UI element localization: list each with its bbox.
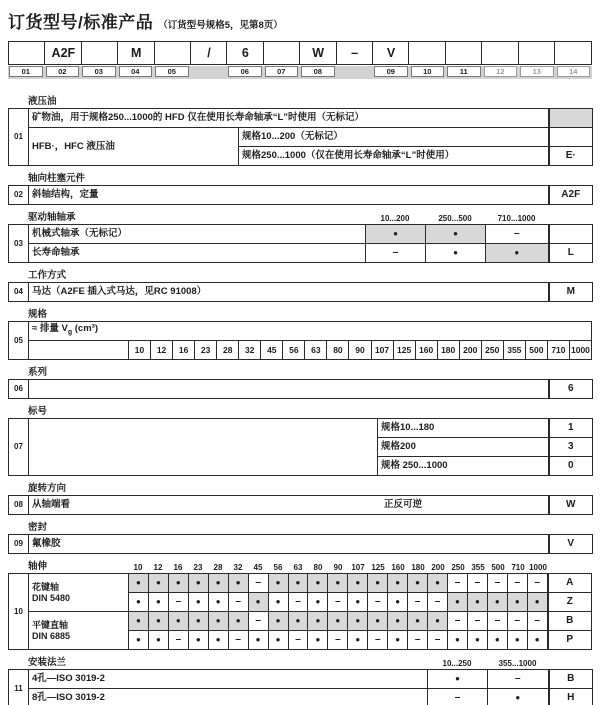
index-size-10-180: 规格10...180 — [378, 419, 549, 438]
col-header-250-500: 250...500 — [438, 214, 472, 223]
section-05-label: 规格 — [28, 309, 48, 320]
seal-row: 氟橡胶 — [29, 535, 549, 554]
shaft-code-P: P — [548, 631, 592, 650]
available-dot: ● — [308, 631, 328, 650]
available-dot: ● — [467, 593, 487, 612]
size-header-80: 80 — [313, 563, 323, 572]
section-03-drive-shaft-bearing — [8, 211, 592, 263]
position-number: 01 — [9, 66, 43, 77]
section-09-number: 09 — [9, 535, 29, 554]
size-header-12: 12 — [153, 563, 163, 572]
not-available-dash: – — [168, 593, 188, 612]
not-available-dash: – — [368, 593, 388, 612]
index-size-10-180-code: 1 — [549, 419, 593, 438]
available-dot: ● — [188, 574, 208, 593]
size-header-250: 250 — [451, 563, 465, 572]
section-04-number: 04 — [9, 283, 29, 302]
rotation-bidirectional: 正反可逆 — [384, 499, 423, 510]
shaft-code-Z: Z — [548, 593, 592, 612]
position-number: 02 — [46, 66, 80, 77]
col-header-355-1000: 355...1000 — [498, 659, 537, 668]
available-dot: ● — [148, 612, 168, 631]
available-dot: ● — [408, 574, 428, 593]
section-02-label: 轴向柱塞元件 — [28, 173, 86, 184]
available-dot: ● — [426, 225, 486, 244]
motor-row: 马达（A2FE 插入式马达，见RC 91008） — [29, 283, 549, 302]
available-dot: ● — [388, 593, 408, 612]
bent-axis-code: A2F — [549, 186, 593, 205]
section-11-column-headers — [427, 659, 548, 668]
code-cell-/: / — [190, 41, 228, 65]
size-710: 710 — [547, 341, 569, 360]
section-03-column-headers — [365, 214, 548, 223]
available-dot: ● — [428, 612, 448, 631]
section-10-label: 轴伸 — [28, 561, 48, 572]
section-09-table — [8, 534, 593, 554]
available-dot: ● — [188, 593, 208, 612]
not-available-dash: – — [168, 631, 188, 650]
size-header-180: 180 — [411, 563, 425, 572]
size-header-200: 200 — [431, 563, 445, 572]
available-dot: ● — [448, 631, 468, 650]
code-cell-M: M — [117, 41, 155, 65]
section-04-operation-mode — [8, 269, 592, 302]
not-available-dash: – — [328, 593, 348, 612]
position-slot-09 — [373, 66, 410, 79]
mineral-oil-code — [549, 109, 593, 128]
position-number: 09 — [374, 66, 408, 77]
bent-axis-row: 斜轴结构，定量 — [29, 186, 549, 205]
position-number: 13 — [520, 66, 554, 77]
size-23: 23 — [195, 341, 217, 360]
available-dot: ● — [268, 593, 288, 612]
available-dot: ● — [428, 574, 448, 593]
available-dot: ● — [426, 244, 486, 263]
size-12: 12 — [151, 341, 173, 360]
section-01-number: 01 — [9, 109, 29, 166]
code-cell-empty — [263, 41, 301, 65]
section-09-label: 密封 — [28, 522, 48, 533]
position-slot-11 — [446, 66, 483, 79]
size-header-23: 23 — [193, 563, 203, 572]
available-dot: ● — [188, 612, 208, 631]
not-available-dash: – — [408, 593, 428, 612]
not-available-dash: – — [228, 593, 248, 612]
size-header-45: 45 — [253, 563, 263, 572]
available-dot: ● — [148, 593, 168, 612]
available-dot: ● — [208, 631, 228, 650]
available-dot: ● — [388, 612, 408, 631]
hfb-size-10-200-code — [549, 128, 593, 147]
not-available-dash: – — [428, 689, 488, 705]
section-08-table — [8, 495, 593, 515]
code-cell-6: 6 — [226, 41, 264, 65]
not-available-dash: – — [366, 244, 426, 263]
size-header-1000: 1000 — [529, 563, 547, 572]
position-number: 12 — [484, 66, 518, 77]
size-header-500: 500 — [491, 563, 505, 572]
section-06-label: 系列 — [28, 367, 48, 378]
available-dot: ● — [188, 631, 208, 650]
index-size-200-code: 3 — [549, 438, 593, 457]
available-dot: ● — [368, 574, 388, 593]
position-number: 08 — [301, 66, 335, 77]
position-slot-14 — [556, 66, 593, 79]
available-dot: ● — [408, 612, 428, 631]
position-slot-separator — [191, 66, 228, 79]
col-header-10-200: 10...200 — [380, 214, 410, 223]
position-number: 05 — [155, 66, 189, 77]
available-dot: ● — [268, 631, 288, 650]
col-header-710-1000: 710...1000 — [497, 214, 536, 223]
available-dot: ● — [129, 574, 149, 593]
available-dot: ● — [487, 593, 507, 612]
size-80: 80 — [327, 341, 349, 360]
size-header-710: 710 — [511, 563, 525, 572]
title-sub: （订货型号规格5，见第8页） — [158, 20, 283, 31]
section-08-number: 08 — [9, 496, 29, 515]
size-180: 180 — [437, 341, 459, 360]
not-available-dash: – — [507, 612, 527, 631]
available-dot: ● — [248, 593, 268, 612]
mechanical-bearing-label: 机械式轴承（无标记） — [29, 225, 366, 244]
section-02-number: 02 — [9, 186, 29, 205]
position-number: 11 — [447, 66, 481, 77]
code-cell-empty — [554, 41, 592, 65]
available-dot: ● — [288, 574, 308, 593]
size-28: 28 — [217, 341, 239, 360]
section-07-index — [8, 405, 592, 476]
size-125: 125 — [393, 341, 415, 360]
index-size-250-1000: 规格 250...1000 — [378, 457, 549, 476]
size-header-10: 10 — [133, 563, 143, 572]
available-dot: ● — [428, 670, 488, 689]
available-dot: ● — [208, 612, 228, 631]
available-dot: ● — [388, 574, 408, 593]
available-dot: ● — [368, 612, 388, 631]
section-07-table — [8, 418, 593, 476]
size-header-125: 125 — [371, 563, 385, 572]
index-spacer — [29, 419, 378, 476]
not-available-dash: – — [288, 631, 308, 650]
available-dot: ● — [228, 612, 248, 631]
title-main: 订货型号/标准产品 — [8, 13, 154, 32]
available-dot: ● — [488, 689, 549, 705]
rotation-row: 从轴端看 正反可逆 — [29, 496, 549, 515]
position-number: 03 — [82, 66, 116, 77]
not-available-dash: – — [248, 612, 268, 631]
code-cell-empty — [518, 41, 556, 65]
position-slot-04 — [118, 66, 155, 79]
size-90: 90 — [349, 341, 371, 360]
not-available-dash: – — [527, 612, 547, 631]
size-header-16: 16 — [173, 563, 183, 572]
not-available-dash: – — [228, 631, 248, 650]
section-06-table — [8, 379, 593, 399]
not-available-dash: – — [408, 631, 428, 650]
position-number: 04 — [119, 66, 153, 77]
index-size-250-1000-code: 0 — [549, 457, 593, 476]
code-cell-W: W — [299, 41, 337, 65]
section-11-mounting-flange — [8, 656, 592, 705]
shaft-code-A: A — [548, 574, 592, 593]
size-250: 250 — [481, 341, 503, 360]
available-dot: ● — [129, 593, 149, 612]
available-dot: ● — [129, 631, 149, 650]
parallel-key-shaft-label: 平键直轴 DIN 6885 — [29, 612, 129, 650]
size-45: 45 — [261, 341, 283, 360]
available-dot: ● — [129, 612, 149, 631]
section-03-number: 03 — [9, 225, 29, 263]
section-01-table — [8, 108, 593, 166]
section-09-seals — [8, 521, 592, 554]
position-slot-05 — [154, 66, 191, 79]
code-cell-–: – — [336, 41, 374, 65]
available-dot: ● — [328, 612, 348, 631]
available-dot: ● — [348, 631, 368, 650]
available-dot: ● — [366, 225, 426, 244]
position-slot-separator — [337, 66, 374, 79]
available-dot: ● — [348, 612, 368, 631]
size-header-32: 32 — [233, 563, 243, 572]
hfb-size-250-1000-code: E· — [549, 147, 593, 166]
section-02-table — [8, 185, 593, 205]
available-dot: ● — [348, 574, 368, 593]
available-dot: ● — [248, 631, 268, 650]
size-16: 16 — [173, 341, 195, 360]
available-dot: ● — [308, 574, 328, 593]
size-header-56: 56 — [273, 563, 283, 572]
flange-4hole-label: 4孔—ISO 3019-2 — [29, 670, 428, 689]
not-available-dash: – — [488, 670, 549, 689]
available-dot: ● — [168, 574, 188, 593]
code-cell-empty — [81, 41, 119, 65]
not-available-dash: – — [527, 574, 547, 593]
displacement-label: ≈ 排量 $V_g$ (cm³) — [29, 322, 592, 341]
position-number: 14 — [557, 66, 591, 77]
section-10-size-headers — [128, 563, 548, 572]
position-slot-12 — [483, 66, 520, 79]
mechanical-bearing-code — [549, 225, 593, 244]
size-500: 500 — [525, 341, 547, 360]
available-dot: ● — [268, 574, 288, 593]
size-63: 63 — [305, 341, 327, 360]
available-dot: ● — [486, 244, 549, 263]
section-10-table — [8, 573, 592, 650]
available-dot: ● — [448, 593, 468, 612]
available-dot: ● — [328, 574, 348, 593]
available-dot: ● — [268, 612, 288, 631]
available-dot: ● — [168, 612, 188, 631]
ordering-code-bar — [8, 41, 592, 65]
available-dot: ● — [348, 593, 368, 612]
not-available-dash: – — [448, 574, 468, 593]
available-dot: ● — [467, 631, 487, 650]
hfb-hfc-label: HFB·，HFC 液压油 — [29, 128, 239, 166]
motor-code: M — [549, 283, 593, 302]
not-available-dash: – — [248, 574, 268, 593]
section-03-label: 驱动轴轴承 — [28, 212, 76, 223]
section-11-label: 安装法兰 — [28, 657, 67, 668]
ordering-code-positions — [8, 66, 592, 79]
size-200: 200 — [459, 341, 481, 360]
size-1000: 1000 — [569, 341, 591, 360]
position-number: 06 — [228, 66, 262, 77]
section-11-number: 11 — [9, 670, 29, 705]
available-dot: ● — [148, 631, 168, 650]
seal-code: V — [549, 535, 593, 554]
available-dot: ● — [507, 593, 527, 612]
section-07-label: 标号 — [28, 406, 48, 417]
available-dot: ● — [288, 612, 308, 631]
section-08-label: 旋转方向 — [28, 483, 67, 494]
position-slot-06 — [227, 66, 264, 79]
not-available-dash: – — [428, 593, 448, 612]
available-dot: ● — [308, 593, 328, 612]
size-header-90: 90 — [333, 563, 343, 572]
available-dot: ● — [527, 631, 547, 650]
available-dot: ● — [228, 574, 248, 593]
section-03-table — [8, 224, 593, 263]
section-02-axial-piston-unit — [8, 172, 592, 205]
position-slot-02 — [45, 66, 82, 79]
available-dot: ● — [208, 574, 228, 593]
section-04-label: 工作方式 — [28, 270, 67, 281]
not-available-dash: – — [448, 612, 468, 631]
section-05-size — [8, 308, 592, 360]
not-available-dash: – — [487, 574, 507, 593]
code-cell-empty — [445, 41, 483, 65]
available-dot: ● — [208, 593, 228, 612]
section-04-table — [8, 282, 593, 302]
position-slot-13 — [519, 66, 556, 79]
section-10-shaft-end — [8, 560, 592, 650]
position-slot-10 — [410, 66, 447, 79]
code-cell-empty — [8, 41, 46, 65]
not-available-dash: – — [486, 225, 549, 244]
size-32: 32 — [239, 341, 261, 360]
page-title — [8, 8, 592, 33]
size-header-107: 107 — [351, 563, 365, 572]
size-56: 56 — [283, 341, 305, 360]
hfb-size-250-1000: 规格250...1000（仅在使用长寿命轴承“L”时使用） — [239, 147, 549, 166]
not-available-dash: – — [507, 574, 527, 593]
position-slot-07 — [264, 66, 301, 79]
section-05-number: 05 — [9, 322, 29, 360]
available-dot: ● — [148, 574, 168, 593]
code-cell-empty — [154, 41, 192, 65]
section-01-label: 液压油 — [28, 96, 57, 107]
available-dot: ● — [308, 612, 328, 631]
available-dot: ● — [388, 631, 408, 650]
position-slot-01 — [8, 66, 45, 79]
size-10: 10 — [129, 341, 151, 360]
size-header-160: 160 — [391, 563, 405, 572]
size-355: 355 — [503, 341, 525, 360]
available-dot: ● — [487, 631, 507, 650]
flange-8hole-code: H — [549, 689, 593, 705]
not-available-dash: – — [368, 631, 388, 650]
available-dot: ● — [527, 593, 547, 612]
position-slot-08 — [300, 66, 337, 79]
size-160: 160 — [415, 341, 437, 360]
position-slot-03 — [81, 66, 118, 79]
section-06-number: 06 — [9, 380, 29, 399]
size-header-28: 28 — [213, 563, 223, 572]
size-107: 107 — [371, 341, 393, 360]
code-cell-A2F: A2F — [44, 41, 82, 65]
not-available-dash: – — [467, 574, 487, 593]
mineral-oil-row: 矿物油，用于规格250...1000的 HFD 仅在使用长寿命轴承“L”时使用（无标记） — [29, 109, 549, 128]
section-05-table — [8, 321, 592, 360]
index-size-200: 规格200 — [378, 438, 549, 457]
code-cell-empty — [481, 41, 519, 65]
section-07-number: 07 — [9, 419, 29, 476]
rotation-code: W — [549, 496, 593, 515]
position-number: 07 — [265, 66, 299, 77]
not-available-dash: – — [487, 612, 507, 631]
not-available-dash: – — [467, 612, 487, 631]
size-header-355: 355 — [471, 563, 485, 572]
hfb-size-10-200: 规格10...200（无标记） — [239, 128, 549, 147]
long-life-bearing-label: 长寿命轴承 — [29, 244, 366, 263]
code-cell-V: V — [372, 41, 410, 65]
available-dot: ● — [507, 631, 527, 650]
section-11-table — [8, 669, 593, 705]
code-cell-empty — [408, 41, 446, 65]
splined-shaft-label: 花键轴 DIN 5480 — [29, 574, 129, 612]
not-available-dash: – — [428, 631, 448, 650]
section-01-hydraulic-fluid — [8, 95, 592, 166]
size-header-63: 63 — [293, 563, 303, 572]
section-08-rotation — [8, 482, 592, 515]
size-row-spacer — [29, 341, 129, 360]
not-available-dash: – — [328, 631, 348, 650]
series-row — [29, 380, 549, 399]
shaft-code-B: B — [548, 612, 592, 631]
not-available-dash: – — [288, 593, 308, 612]
section-06-series — [8, 366, 592, 399]
position-number: 10 — [411, 66, 445, 77]
col-header-10-250: 10...250 — [442, 659, 472, 668]
flange-4hole-code: B — [549, 670, 593, 689]
series-code: 6 — [549, 380, 593, 399]
long-life-bearing-code: L — [549, 244, 593, 263]
section-10-number: 10 — [9, 574, 29, 650]
flange-8hole-label: 8孔—ISO 3019-2 — [29, 689, 428, 705]
